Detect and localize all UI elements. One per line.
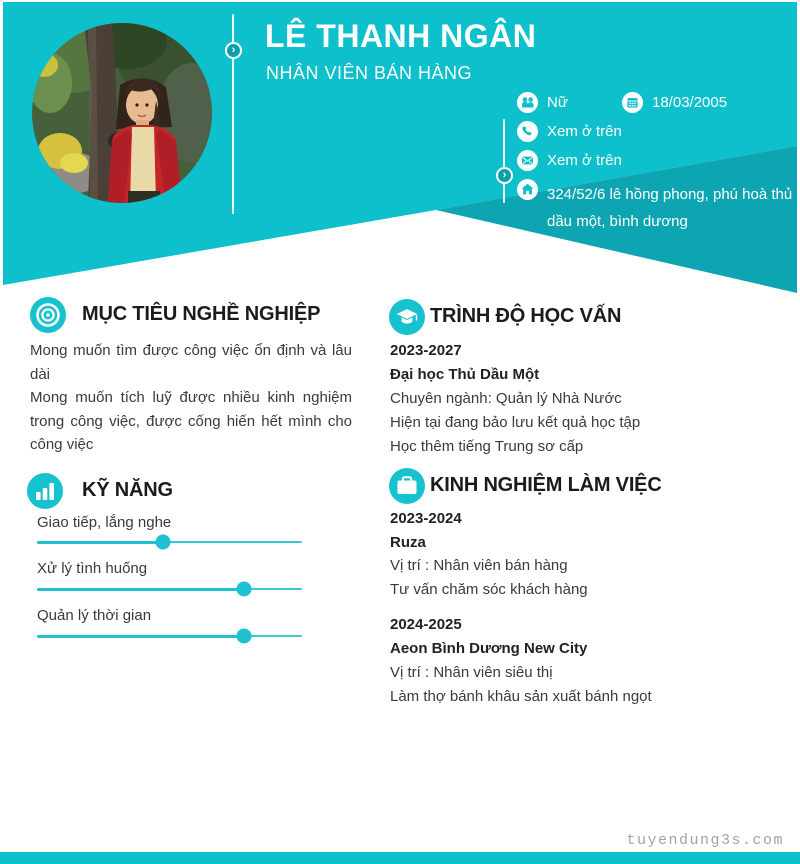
gender-icon	[517, 92, 538, 113]
slider-fill	[37, 588, 244, 591]
experience-entry	[390, 613, 785, 709]
contact-chevron-icon: ›	[496, 167, 513, 184]
slider-fill	[37, 635, 244, 638]
target-icon	[30, 297, 66, 333]
education-detail: Chuyên ngành: Quản lý Nhà Nước	[390, 390, 622, 407]
experience-period: 2023-2024	[390, 510, 462, 527]
phone-value: Xem ở trên	[547, 123, 622, 140]
skill-slider	[37, 582, 302, 597]
education-detail: Hiện tại đang bảo lưu kết quả học tập	[390, 414, 641, 431]
objective-paragraph: Mong muốn tích luỹ được nhiều kinh nghiệm trong công việc, được cống hiến hết mình cho công việc	[30, 389, 352, 453]
birth-date-value: 18/03/2005	[652, 94, 728, 111]
bar-chart-icon	[27, 473, 63, 509]
watermark: tuyendung3s.com	[626, 832, 784, 849]
experience-detail: Làm thợ bánh khâu sản xuất bánh ngọt	[390, 688, 652, 705]
skill-label: Giao tiếp, lắng nghe	[37, 514, 172, 531]
experience-entry	[390, 507, 785, 601]
slider-knob[interactable]	[236, 629, 251, 644]
experience-company: Ruza	[390, 533, 426, 551]
education-period: 2023-2027	[390, 342, 462, 359]
education-school: Đại học Thủ Dầu Một	[390, 366, 540, 383]
profile-photo	[32, 23, 212, 203]
objective-paragraph: Mong muốn tìm được công việc ổn định và lâu dài	[30, 342, 352, 383]
graduation-cap-icon	[389, 299, 425, 335]
email-value: Xem ở trên	[547, 152, 622, 169]
footer-bar	[0, 852, 800, 864]
education-entry	[390, 339, 785, 459]
briefcase-icon	[389, 468, 425, 504]
experience-detail: Vị trí : Nhân viên bán hàng	[390, 557, 568, 574]
section-title-education: TRÌNH ĐỘ HỌC VẤN	[430, 305, 622, 327]
section-title-skills: KỸ NĂNG	[82, 479, 173, 501]
calendar-icon	[622, 92, 643, 113]
slider-knob[interactable]	[155, 535, 170, 550]
section-title-objective: MỤC TIÊU NGHỀ NGHIỆP	[82, 303, 321, 325]
cv-job-title: NHÂN VIÊN BÁN HÀNG	[266, 63, 473, 83]
contact-divider-line	[503, 119, 505, 203]
mail-icon	[517, 150, 538, 171]
experience-detail: Tư vấn chăm sóc khách hàng	[390, 580, 588, 598]
skill-label: Quản lý thời gian	[37, 607, 152, 624]
education-detail: Học thêm tiếng Trung sơ cấp	[390, 438, 584, 455]
address-value: 324/52/6 lê hồng phong, phú hoà thủ dầu một, bình dương	[547, 186, 793, 230]
slider-fill	[37, 541, 163, 544]
objective-text	[30, 339, 352, 457]
phone-icon	[517, 121, 538, 142]
section-title-experience: KINH NGHIỆM LÀM VIỆC	[430, 474, 662, 496]
skill-slider	[37, 535, 302, 550]
timeline-chevron-icon: ›	[225, 42, 242, 59]
experience-detail: Vị trí : Nhân viên siêu thị	[390, 664, 553, 681]
cv-name: LÊ THANH NGÂN	[265, 18, 537, 54]
experience-period: 2024-2025	[390, 616, 462, 633]
slider-knob[interactable]	[236, 582, 251, 597]
skill-label: Xử lý tình huống	[37, 560, 148, 577]
experience-company: Aeon Bình Dương New City	[390, 640, 588, 657]
home-icon	[517, 179, 538, 200]
gender-value: Nữ	[547, 94, 568, 111]
skill-slider	[37, 629, 302, 644]
profile-photo-illustration	[32, 23, 212, 203]
